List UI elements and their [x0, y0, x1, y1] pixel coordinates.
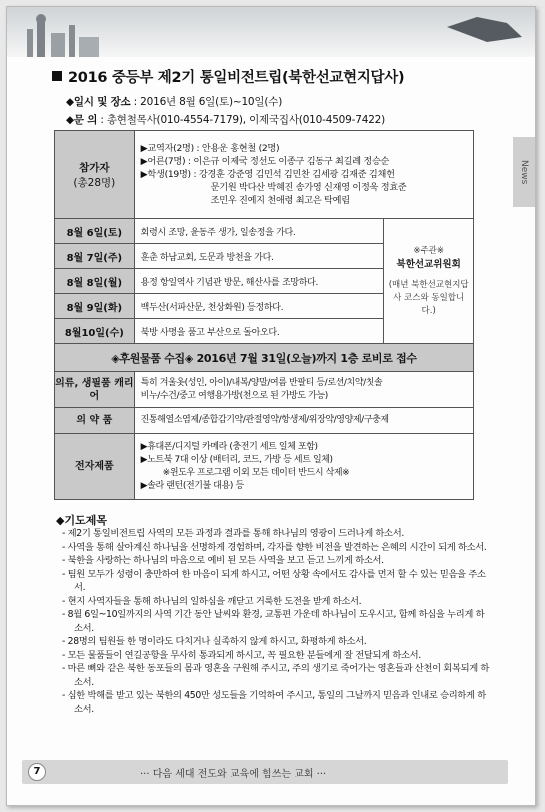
- schedule-activity: 훈춘 하남교회, 도문과 방천을 가다.: [134, 244, 384, 269]
- donation-item: ▶솔라 랜턴(전기불 대용) 등: [140, 480, 244, 491]
- participants-label: 참가자: [79, 161, 110, 174]
- footer-slogan: ··· 다음 세대 전도와 교육에 힘쓰는 교회 ···: [140, 769, 327, 780]
- donation-row: [55, 434, 474, 500]
- schedule-date: 8월 6일(토): [55, 219, 135, 244]
- donation-banner: ◈후원물품 수집◈ 2016년 7월 31일(오늘)까지 1층 로비로 접수: [55, 344, 474, 372]
- schedule-date: 8월 8일(월): [55, 269, 135, 294]
- schedule-activity: 회령시 조망, 윤동주 생가, 일송정을 가다.: [134, 219, 384, 244]
- schedule-date: 8월 9일(화): [55, 294, 135, 319]
- donation-banner-row: [55, 344, 474, 372]
- participants-list: [134, 131, 473, 219]
- prayer-item: - 제2기 통일비전트립 사역의 모든 과정과 결과를 통해 하나님의 영광이 드러나게 하소서.: [62, 527, 492, 541]
- datetime-value: : 2016년 8월 6일(토)~10일(수): [133, 96, 283, 108]
- donation-item: ※윈도우 프로그램 이외 모든 데이터 반드시 삭제※: [162, 467, 350, 478]
- donation-item: ▶노트북 7대 이상 (배터리, 코드, 가방 등 세트 일체): [140, 454, 333, 465]
- prayer-item: - 현지 사역자들을 통해 하나님의 일하심을 깨닫고 거룩한 도전을 받게 하소서.: [62, 595, 492, 609]
- contact-label: ◆문 의: [66, 114, 98, 126]
- title-text: 2016 중등부 제2기 통일비전트립(북한선교현지답사): [68, 70, 405, 86]
- prayer-item: - 8월 6일~10일까지의 사역 기간 동안 날씨와 환경, 교통편 가운데 하나님이 도우시고, 함께 하심을 누리게 하소서.: [62, 608, 492, 635]
- donation-item: 비누/수건/중고 여행용가방(천으로 된 가방도 가능): [140, 390, 328, 401]
- donation-row: [55, 372, 474, 408]
- donation-items: [134, 434, 473, 500]
- schedule-date: 8월 7일(주): [55, 244, 135, 269]
- prayer-item: - 심한 박해를 받고 있는 북한의 450만 성도들을 기억하여 주시고, 통일의 그날까지 믿음과 인내로 승리하게 하소서.: [62, 689, 492, 716]
- schedule-date: 8월10일(수): [55, 319, 135, 344]
- participants-line: 조민우 진예지 천애령 최고은 탁예림: [210, 195, 350, 206]
- donation-row: [55, 408, 474, 434]
- schedule-activity: 백두산(서파산문, 천상화원) 등정하다.: [134, 294, 384, 319]
- schedule-activity: 용정 항일역사 기념관 방문, 해산사를 조망하다.: [134, 269, 384, 294]
- trip-schedule-table: [54, 130, 474, 500]
- prayer-list: [62, 527, 492, 716]
- donation-category: 전자제품: [55, 434, 135, 500]
- donation-item: 특히 겨울옷(성인, 아이)/내복/양말/여름 반팔티 등/로션/치약/칫솔: [140, 377, 383, 388]
- square-bullet-icon: [52, 71, 62, 81]
- datetime-line: [66, 94, 282, 109]
- news-side-tab: News: [513, 137, 535, 207]
- host-note: (매년 북한선교현지답사 코스와 동일합니다.): [388, 279, 469, 316]
- donation-category: 의 약 품: [55, 408, 135, 434]
- prayer-item: - 마른 뼈와 같은 북한 동포들의 몸과 영혼을 구원해 주시고, 주의 생기로 죽어가는 영혼들과 산천이 회복되게 하소서.: [62, 662, 492, 689]
- datetime-label: ◆일시 및 장소: [66, 96, 131, 108]
- donation-category: 의류, 생필품 캐리어: [55, 372, 135, 408]
- page-title: [52, 66, 404, 87]
- prayer-title: ◆기도제목: [56, 514, 107, 527]
- schedule-row: [55, 219, 474, 244]
- page-number: 7: [28, 763, 46, 781]
- prayer-item: - 28명의 팀원들 한 명이라도 다치거나 실족하지 않게 하시고, 화평하게 하소서.: [62, 635, 492, 649]
- host-label: ※주관※: [413, 245, 444, 256]
- host-cell: [384, 219, 474, 344]
- contact-line: [66, 112, 385, 127]
- prayer-item: - 사역을 통해 살아계신 하나님을 선명하게 경험하며, 각자를 향한 비전을 발견하는 은혜의 시간이 되게 하소서.: [62, 541, 492, 555]
- host-org: 북한선교위원회: [396, 258, 461, 270]
- participants-line: ▶어른(7명) : 이은규 이제국 정선도 이종구 김동구 최길례 정승순: [140, 156, 390, 167]
- participants-label-cell: [55, 131, 135, 219]
- schedule-activity: 북방 사명을 품고 부산으로 돌아오다.: [134, 319, 384, 344]
- donation-item: 진통해열소염제/종합감기약/관절영약/항생제/위장약/영양제/구충제: [140, 415, 389, 425]
- prayer-item: - 팀원 모두가 성령이 충만하여 한 마음이 되게 하시고, 어떤 상황 속에서도 감사를 먼저 할 수 있는 믿음을 주소서.: [62, 568, 492, 595]
- donation-items: [134, 372, 473, 408]
- prayer-item: - 북한을 사랑하는 하나님의 마음으로 예비 된 모든 사역을 보고 듣고 느끼게 하소서.: [62, 554, 492, 568]
- participants-row: [55, 131, 474, 219]
- donation-items: [134, 408, 473, 434]
- header-photo: [7, 7, 535, 57]
- participants-line: ▶학생(19명) : 강경훈 강준영 김민석 김민찬 김세광 김재준 김채헌: [140, 169, 395, 180]
- prayer-item: - 모든 물품들이 연길공항을 무사히 통과되게 하시고, 꼭 필요한 분들에게 잘 전달되게 하소서.: [62, 649, 492, 663]
- participants-total: (총28명): [73, 176, 116, 189]
- footer-bar: [22, 760, 508, 784]
- donation-item: ▶휴대폰/디지털 카메라 (충전기 세트 일체 포함): [140, 441, 318, 452]
- contact-value: : 총현철목사(010-4554-7179), 이제국집사(010-4509-7422): [100, 114, 386, 126]
- skyline-illustration: [7, 7, 536, 57]
- participants-line: ▶교역자(2명) : 안용운 홍현철 (2명): [140, 143, 280, 154]
- participants-line: 문기원 박다산 박혜진 송가영 신재영 이정욱 정효준: [210, 182, 407, 193]
